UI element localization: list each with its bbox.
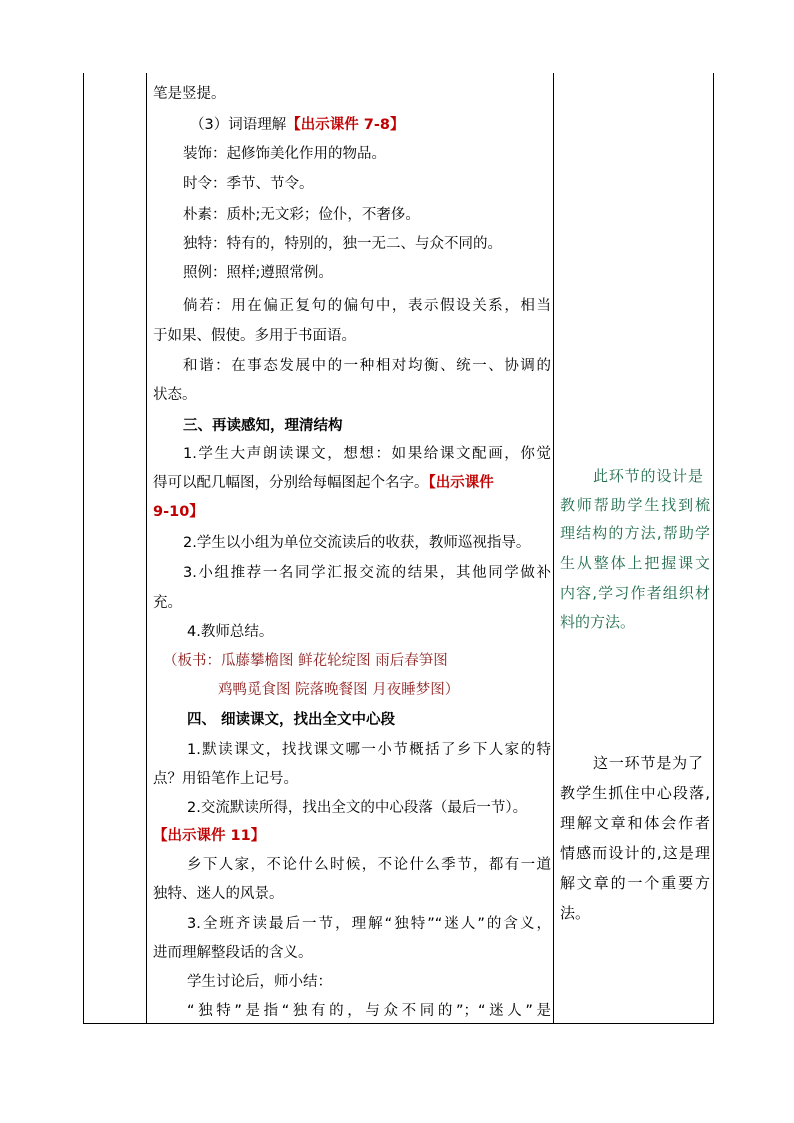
design-note-line: 此环节的设计是 bbox=[593, 467, 703, 485]
text-line: 3.小组推荐一名同学汇报交流的结果，其他同学做补 bbox=[183, 565, 551, 581]
design-note-line: 教师帮助学生找到梳 bbox=[560, 496, 710, 514]
courseware-tag: 【出示课件 7-8】 bbox=[286, 117, 405, 133]
courseware-tag: 【出示课件 bbox=[428, 475, 494, 491]
table-border-left bbox=[83, 73, 84, 1023]
design-note-line: 理解文章和体会作者 bbox=[560, 814, 710, 832]
text-line: 和谐：在事态发展中的一种相对均衡、统一、协调的 bbox=[183, 358, 551, 374]
text-line: 于如果、假使。多用于书面语。 bbox=[153, 328, 356, 344]
text-line: 独特、迷人的风景。 bbox=[153, 886, 284, 902]
board-writing: （板书：瓜藤攀檐图 鲜花轮绽图 雨后春笋图 bbox=[163, 653, 448, 669]
text-line: 朴素：质朴;无文彩；俭仆，不奢侈。 bbox=[183, 207, 420, 223]
text-line: 笔是竖提。 bbox=[153, 86, 226, 102]
table-border-col1 bbox=[146, 73, 147, 1023]
text-line: 点？用铅笔作上记号。 bbox=[153, 771, 298, 787]
text-line: 倘若：用在偏正复句的偏句中，表示假设关系，相当 bbox=[183, 298, 551, 314]
table-border-bottom bbox=[83, 1023, 714, 1024]
design-note-line: 这一环节是为了 bbox=[593, 754, 703, 772]
text-line: 充。 bbox=[153, 595, 182, 611]
text-line: “独特”是指“独有的，与众不同的”；“迷人”是 bbox=[187, 1003, 551, 1019]
design-note-line: 生从整体上把握课文 bbox=[560, 554, 710, 572]
design-note-line: 解文章的一个重要方 bbox=[560, 874, 710, 892]
text-line: 装饰：起修饰美化作用的物品。 bbox=[183, 146, 386, 162]
text-line: （3）词语理解【出示课件 7-8】 bbox=[190, 117, 405, 133]
text-line: 2.交流默读所得，找出全文的中心段落（最后一节）。 bbox=[187, 800, 528, 816]
section-heading-3: 三、再读感知，理清结构 bbox=[183, 418, 343, 434]
board-writing: 鸡鸭觅食图 院落晚餐图 月夜睡梦图） bbox=[218, 682, 460, 698]
text-line: 学生讨论后，师小结： bbox=[187, 974, 332, 990]
text-line: 进而理解整段话的含义。 bbox=[153, 945, 313, 961]
design-note-line: 理结构的方法,帮助学 bbox=[560, 524, 710, 542]
design-note-line: 教学生抓住中心段落, bbox=[560, 784, 710, 802]
text-line: 照例：照样;遵照常例。 bbox=[183, 265, 333, 281]
courseware-tag: 【出示课件 11】 bbox=[153, 828, 266, 844]
text-line: 独特：特有的，特别的，独一无二、与众不同的。 bbox=[183, 236, 502, 252]
text-line: 4.教师总结。 bbox=[187, 624, 274, 640]
design-note-line: 料的方法。 bbox=[560, 613, 636, 631]
section-heading-4: 四、 细读课文，找出全文中心段 bbox=[187, 712, 396, 728]
text-line: 状态。 bbox=[153, 387, 197, 403]
text-line: 得可以配几幅图，分别给每幅图起个名字。【出示课件 bbox=[153, 475, 494, 491]
text-line: 1.默读课文，找找课文哪一小节概括了乡下人家的特 bbox=[187, 742, 551, 758]
text-line: 时令：季节、节令。 bbox=[183, 176, 314, 192]
text-line: 3.全班齐读最后一节，理解“独特”“迷人”的含义， bbox=[187, 916, 551, 932]
text-line: 1.学生大声朗读课文，想想：如果给课文配画，你觉 bbox=[183, 446, 551, 462]
text-line: 2.学生以小组为单位交流读后的收获，教师巡视指导。 bbox=[183, 535, 531, 551]
design-note-line: 情感而设计的,这是理 bbox=[560, 844, 710, 862]
table-border-right bbox=[713, 73, 714, 1023]
design-note-line: 法。 bbox=[560, 904, 591, 922]
courseware-tag: 9-10】 bbox=[153, 504, 204, 520]
text-line: 乡下人家，不论什么时候，不论什么季节，都有一道 bbox=[187, 857, 551, 873]
design-note-line: 内容,学习作者组织材 bbox=[560, 584, 710, 602]
